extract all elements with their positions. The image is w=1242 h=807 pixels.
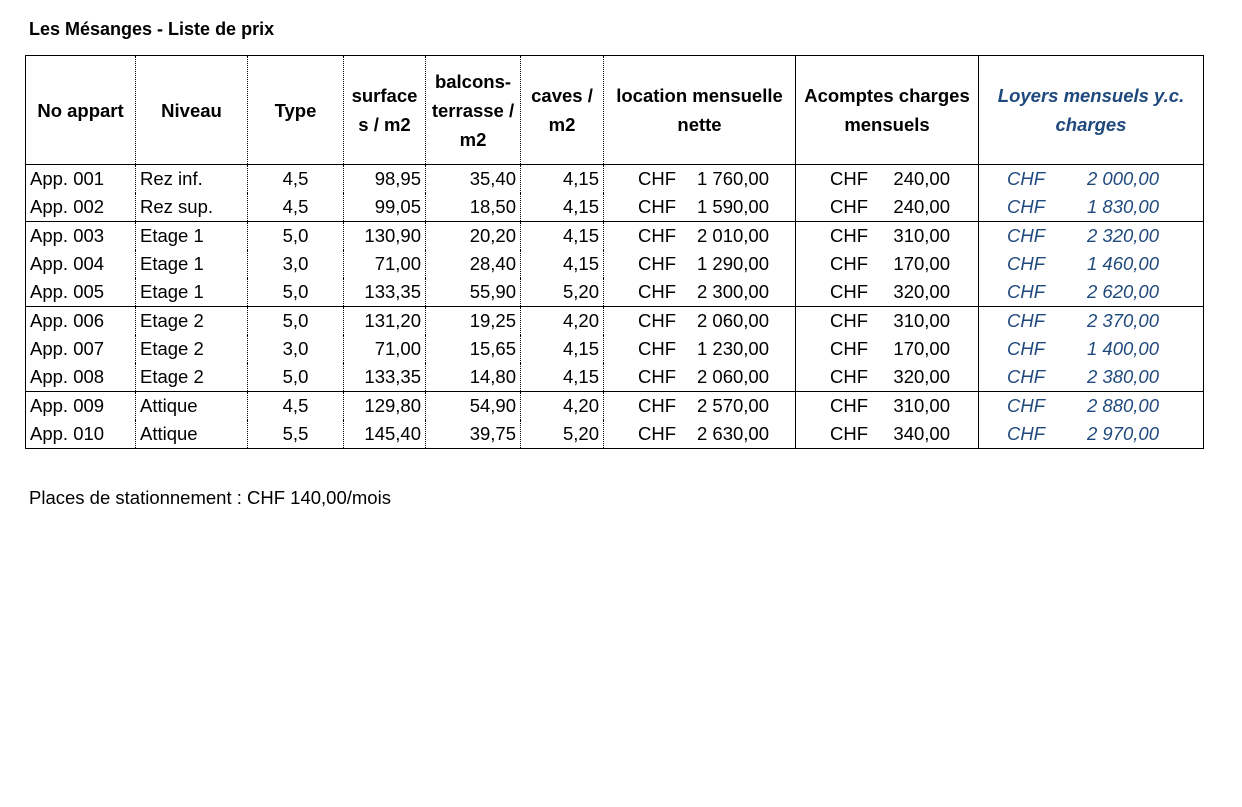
cell-location [604,363,796,392]
cell-balcon: 28,40 [426,250,521,278]
header-balcons: balcons-terrasse / m2 [426,56,521,165]
cell-type: 5,0 [248,363,344,392]
cell-acomptes [796,278,979,307]
cell-location [604,420,796,449]
cell-niveau: Etage 1 [136,278,248,307]
cell-caves: 4,20 [521,392,604,421]
cell-location [604,193,796,222]
cell-niveau: Etage 1 [136,222,248,251]
location-value: 1 230,00 [696,338,769,359]
currency-label: CHF [830,225,869,246]
cell-niveau: Attique [136,420,248,449]
loyers-value: 2 320,00 [1086,225,1159,246]
cell-location [604,250,796,278]
cell-type: 3,0 [248,250,344,278]
table-row [26,278,1204,307]
cell-acomptes [796,165,979,194]
cell-balcon: 20,20 [426,222,521,251]
currency-label: CHF [638,310,677,331]
currency-label: CHF [830,310,869,331]
currency-label: CHF [1007,338,1046,359]
currency-label: CHF [1007,310,1046,331]
acomptes-value: 240,00 [893,196,950,217]
currency-label: CHF [1007,281,1046,302]
header-caves: caves / m2 [521,56,604,165]
cell-surface: 99,05 [344,193,426,222]
location-value: 1 590,00 [696,196,769,217]
cell-surface: 129,80 [344,392,426,421]
cell-type: 4,5 [248,165,344,194]
currency-label: CHF [638,338,677,359]
cell-surface: 145,40 [344,420,426,449]
location-value: 1 290,00 [696,253,769,274]
cell-loyers [979,250,1204,278]
location-value: 2 570,00 [696,395,769,416]
acomptes-value: 170,00 [893,253,950,274]
cell-acomptes [796,222,979,251]
cell-balcon: 54,90 [426,392,521,421]
table-row [26,392,1204,421]
cell-balcon: 19,25 [426,307,521,336]
currency-label: CHF [638,225,677,246]
cell-acomptes [796,307,979,336]
currency-label: CHF [638,253,677,274]
currency-label: CHF [638,168,677,189]
table-row [26,307,1204,336]
cell-niveau: Etage 1 [136,250,248,278]
cell-type: 5,0 [248,278,344,307]
cell-type: 3,0 [248,335,344,363]
currency-label: CHF [830,423,869,444]
cell-acomptes [796,193,979,222]
cell-surface: 71,00 [344,250,426,278]
cell-caves: 4,15 [521,335,604,363]
currency-label: CHF [638,423,677,444]
cell-balcon: 14,80 [426,363,521,392]
location-value: 2 060,00 [696,310,769,331]
currency-label: CHF [638,366,677,387]
cell-loyers [979,278,1204,307]
cell-niveau: Rez inf. [136,165,248,194]
table-header-row [26,56,1204,165]
cell-niveau: Etage 2 [136,363,248,392]
cell-surface: 133,35 [344,363,426,392]
location-value: 2 060,00 [696,366,769,387]
cell-loyers [979,335,1204,363]
cell-surface: 130,90 [344,222,426,251]
header-acomptes: Acomptes charges mensuels [796,56,979,165]
cell-no: App. 006 [26,307,136,336]
cell-balcon: 18,50 [426,193,521,222]
currency-label: CHF [830,196,869,217]
currency-label: CHF [638,281,677,302]
cell-balcon: 39,75 [426,420,521,449]
cell-no: App. 007 [26,335,136,363]
currency-label: CHF [830,366,869,387]
cell-location [604,307,796,336]
currency-label: CHF [638,395,677,416]
cell-loyers [979,420,1204,449]
table-body [26,165,1204,449]
currency-label: CHF [1007,366,1046,387]
cell-loyers [979,193,1204,222]
cell-acomptes [796,335,979,363]
loyers-value: 2 000,00 [1086,168,1159,189]
header-loyers: Loyers mensuels y.c. charges [979,56,1204,165]
currency-label: CHF [1007,225,1046,246]
cell-surface: 98,95 [344,165,426,194]
table-row [26,335,1204,363]
cell-niveau: Attique [136,392,248,421]
location-value: 1 760,00 [696,168,769,189]
price-list-table [25,55,1204,449]
acomptes-value: 310,00 [893,395,950,416]
cell-type: 4,5 [248,392,344,421]
cell-loyers [979,222,1204,251]
acomptes-value: 240,00 [893,168,950,189]
loyers-value: 2 970,00 [1086,423,1159,444]
acomptes-value: 320,00 [893,366,950,387]
cell-no: App. 002 [26,193,136,222]
document-title: Les Mésanges - Liste de prix [29,19,275,39]
cell-type: 5,0 [248,307,344,336]
acomptes-value: 310,00 [893,225,950,246]
currency-label: CHF [830,395,869,416]
header-niveau: Niveau [136,56,248,165]
cell-no: App. 010 [26,420,136,449]
currency-label: CHF [1007,253,1046,274]
header-type: Type [248,56,344,165]
cell-surface: 131,20 [344,307,426,336]
table-row [26,193,1204,222]
loyers-value: 1 460,00 [1086,253,1159,274]
table-row [26,165,1204,194]
cell-surface: 133,35 [344,278,426,307]
parking-note: Places de stationnement : CHF 140,00/mois [29,487,391,508]
acomptes-value: 340,00 [893,423,950,444]
currency-label: CHF [830,338,869,359]
cell-caves: 4,15 [521,193,604,222]
cell-loyers [979,165,1204,194]
cell-type: 5,0 [248,222,344,251]
cell-acomptes [796,250,979,278]
cell-loyers [979,307,1204,336]
cell-no: App. 008 [26,363,136,392]
location-value: 2 300,00 [696,281,769,302]
header-surface: surface s / m2 [344,56,426,165]
table-row [26,420,1204,449]
loyers-value: 2 620,00 [1086,281,1159,302]
cell-type: 5,5 [248,420,344,449]
cell-no: App. 004 [26,250,136,278]
cell-no: App. 005 [26,278,136,307]
cell-acomptes [796,363,979,392]
cell-balcon: 55,90 [426,278,521,307]
cell-caves: 5,20 [521,278,604,307]
cell-caves: 4,20 [521,307,604,336]
cell-no: App. 001 [26,165,136,194]
cell-location [604,278,796,307]
acomptes-value: 170,00 [893,338,950,359]
loyers-value: 2 880,00 [1086,395,1159,416]
currency-label: CHF [638,196,677,217]
currency-label: CHF [1007,168,1046,189]
loyers-value: 1 400,00 [1086,338,1159,359]
header-no-appart: No appart [26,56,136,165]
acomptes-value: 320,00 [893,281,950,302]
currency-label: CHF [1007,423,1046,444]
cell-location [604,392,796,421]
table-row [26,363,1204,392]
cell-caves: 4,15 [521,250,604,278]
location-value: 2 010,00 [696,225,769,246]
cell-location [604,222,796,251]
currency-label: CHF [830,253,869,274]
cell-caves: 5,20 [521,420,604,449]
table-row [26,222,1204,251]
cell-no: App. 003 [26,222,136,251]
loyers-value: 2 370,00 [1086,310,1159,331]
cell-caves: 4,15 [521,363,604,392]
cell-type: 4,5 [248,193,344,222]
cell-location [604,335,796,363]
loyers-value: 1 830,00 [1086,196,1159,217]
cell-caves: 4,15 [521,222,604,251]
acomptes-value: 310,00 [893,310,950,331]
cell-location [604,165,796,194]
cell-surface: 71,00 [344,335,426,363]
cell-balcon: 35,40 [426,165,521,194]
loyers-value: 2 380,00 [1086,366,1159,387]
currency-label: CHF [830,281,869,302]
currency-label: CHF [830,168,869,189]
cell-caves: 4,15 [521,165,604,194]
cell-balcon: 15,65 [426,335,521,363]
table-row [26,250,1204,278]
cell-acomptes [796,392,979,421]
cell-loyers [979,392,1204,421]
cell-niveau: Etage 2 [136,307,248,336]
currency-label: CHF [1007,196,1046,217]
cell-no: App. 009 [26,392,136,421]
cell-niveau: Rez sup. [136,193,248,222]
header-location: location mensuelle nette [604,56,796,165]
cell-acomptes [796,420,979,449]
currency-label: CHF [1007,395,1046,416]
cell-loyers [979,363,1204,392]
cell-niveau: Etage 2 [136,335,248,363]
location-value: 2 630,00 [696,423,769,444]
